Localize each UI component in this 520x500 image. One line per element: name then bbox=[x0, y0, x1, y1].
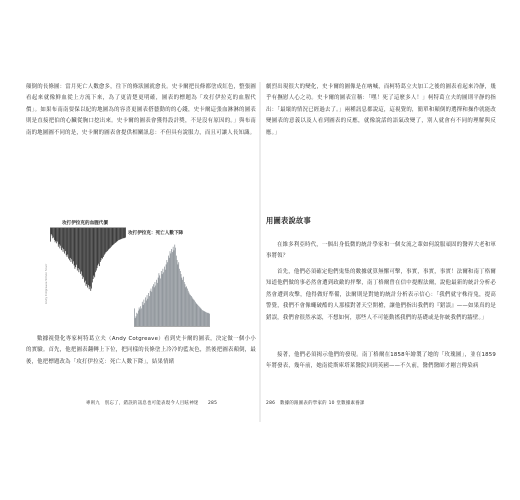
chart-bar bbox=[184, 282, 185, 326]
chart-bar bbox=[161, 271, 162, 326]
chart-bar bbox=[120, 228, 121, 240]
chart-bar bbox=[79, 228, 80, 272]
chart-bar bbox=[182, 280, 183, 326]
chart-bar bbox=[77, 228, 78, 271]
chart-bar bbox=[197, 305, 198, 326]
chart-bar bbox=[120, 228, 121, 239]
chart-bar bbox=[153, 284, 154, 326]
chart-bar bbox=[60, 228, 61, 248]
chart-bar bbox=[74, 228, 75, 265]
chart-bar bbox=[69, 228, 70, 260]
chart-bar bbox=[84, 228, 85, 282]
chart-bar bbox=[207, 313, 208, 326]
chart-bar bbox=[98, 228, 99, 264]
chart-bar bbox=[113, 228, 114, 245]
chart-bar bbox=[56, 228, 57, 243]
chart-bar bbox=[193, 300, 194, 326]
chart-bar bbox=[145, 297, 146, 326]
chart-bar bbox=[140, 309, 141, 326]
chart-bar bbox=[93, 228, 94, 279]
left-page bbox=[26, 82, 256, 422]
chart-bar bbox=[173, 247, 174, 326]
chart-bar bbox=[186, 286, 187, 326]
chart-bar bbox=[193, 299, 194, 326]
chart-bar bbox=[67, 228, 68, 255]
chart-bar bbox=[54, 228, 55, 240]
chart-bar bbox=[174, 250, 175, 326]
chart-bar bbox=[159, 273, 160, 326]
chart-bar bbox=[155, 286, 156, 326]
chart-bar bbox=[97, 228, 98, 268]
chart-bar bbox=[105, 228, 106, 252]
chart-bar bbox=[118, 228, 119, 240]
figure-left-title: 攻打伊拉克的血腥代價 bbox=[62, 221, 108, 226]
chart-bar bbox=[196, 303, 197, 326]
right-top-paragraph: 劇烈出現很大的變化，史卡爾的圖像是在吶喊，而柯特葛立夫加工之後的圖表看起來冷靜，幾乎有撫慰人心之功。史卡爾的圖表宣稱：「嘿！死了這麼多人！」柯特葛立夫的圖則平靜的指出：「最壞的情況已經過去了。」兩種訊息都說這，這視覺的，簡單和顛倒的選擇和操作就能改變圖表的意義以及人看到圖表的反應，就像說話的語氣改變了，別人就會有不同的理解與反應。」 bbox=[266, 84, 496, 136]
chart-bar bbox=[75, 228, 76, 269]
chart-bar bbox=[90, 228, 91, 286]
chart-bar bbox=[66, 228, 67, 255]
chart-bar bbox=[55, 228, 56, 242]
chart-bar bbox=[204, 311, 205, 326]
chart-bar bbox=[163, 272, 164, 326]
chart-bar bbox=[105, 228, 106, 254]
chart-bar bbox=[109, 228, 110, 249]
chart-bar bbox=[136, 316, 137, 326]
chart-bar bbox=[91, 228, 92, 289]
chart-bar bbox=[149, 296, 150, 326]
chart-bar bbox=[158, 278, 159, 326]
chart-bar bbox=[63, 228, 64, 249]
chart-bar bbox=[180, 271, 181, 326]
chart-bar bbox=[59, 228, 60, 244]
chart-bar bbox=[119, 228, 120, 240]
chart-bar bbox=[117, 228, 118, 241]
chart-bar bbox=[92, 228, 93, 282]
chart-bar bbox=[166, 260, 167, 326]
chart-bar bbox=[147, 295, 148, 326]
chart-bar bbox=[115, 228, 116, 243]
left-top-paragraph: 顛倒的長條圖：當月死亡人數愈多，往下的條狀圖就愈長。史卡爾把長條都塗成紅色，整張圖看起來就像鮮血從上方流下來，為了更清楚更明確，圖表的標題為「攻打伊拉克的血腥代價」。如果布南南要保以紀的地圖為的容喜更圖表搭藝動的的心錢，史卡爾這張血淋淋的圖表則是直接把伯的心臟從胸口挖出來。史卡爾的圖表會獲得設計獎，不是沒有原因的。」與布南南的地圖圖不同的是，史卡爾的圖表會提供相關訊息：不但具有說服力，而且可讓人長知識。 bbox=[26, 84, 256, 136]
chart-bar bbox=[103, 228, 104, 257]
left-bottom-paragraph: 數據視覺化專家柯特葛立夫（Andy Cotgreave）看到史卡爾的圖表，決定做一個小小的實驗。首先，他把圖表翻轉上下位，把同樣的長條塗上冷冷的藍灰色，然後把圖表顛倒，最後，他把標題改為「攻打伊拉克：死亡人數下降」，結果情緒 bbox=[26, 336, 256, 365]
chart-bar bbox=[81, 228, 82, 272]
right-page bbox=[266, 82, 496, 422]
chart-bar bbox=[151, 292, 152, 326]
chart-bar bbox=[51, 228, 52, 234]
chart-bar bbox=[202, 310, 203, 326]
chart-bar bbox=[178, 262, 179, 326]
chart-bar bbox=[86, 228, 87, 284]
chart-bar bbox=[50, 228, 51, 242]
chart-bar bbox=[204, 311, 205, 326]
chart-bar bbox=[198, 306, 199, 326]
chart-bar bbox=[154, 287, 155, 326]
chart-bar bbox=[160, 278, 161, 326]
chart-bar bbox=[106, 228, 107, 252]
chart-bar bbox=[174, 245, 175, 326]
section-heading: 用圖表說故事 bbox=[266, 216, 311, 225]
chart-bar bbox=[65, 228, 66, 251]
chart-bar bbox=[177, 260, 178, 326]
chart-bar bbox=[94, 228, 95, 277]
chart-bar bbox=[152, 286, 153, 326]
chart-bar bbox=[122, 228, 123, 239]
chart-bar bbox=[146, 300, 147, 326]
chart-bar bbox=[142, 302, 143, 326]
chart-bar bbox=[117, 228, 118, 242]
chart-bar bbox=[104, 228, 105, 255]
chart-bar bbox=[90, 228, 91, 291]
chart-bar bbox=[87, 228, 88, 288]
figure-left-chart bbox=[50, 227, 126, 297]
right-footer: 286 數據的跟圖表的學家的 10 堂數據素養課 bbox=[266, 401, 365, 406]
chart-bar bbox=[99, 228, 100, 266]
chart-bar bbox=[205, 312, 206, 326]
chart-bar bbox=[58, 228, 59, 247]
chart-bar bbox=[57, 228, 58, 242]
chart-bar bbox=[139, 308, 140, 326]
chart-bar bbox=[162, 274, 163, 326]
chart-bar bbox=[71, 228, 72, 259]
chart-bar bbox=[124, 228, 125, 238]
chart-bar bbox=[53, 228, 54, 238]
chart-bar bbox=[143, 305, 144, 326]
chart-bar bbox=[88, 228, 89, 285]
chart-bar bbox=[190, 295, 191, 326]
chart-bar bbox=[121, 228, 122, 239]
chart-bar bbox=[52, 228, 53, 238]
chart-bar bbox=[72, 228, 73, 264]
chart-bar bbox=[82, 228, 83, 276]
chart-bar bbox=[107, 228, 108, 251]
chart-bar bbox=[63, 228, 64, 252]
chart-bar bbox=[194, 300, 195, 326]
chart-bar bbox=[64, 228, 65, 254]
page-gutter bbox=[259, 82, 261, 422]
chart-bar bbox=[110, 228, 111, 248]
chart-bar bbox=[197, 304, 198, 326]
chart-bar bbox=[96, 228, 97, 271]
chart-bar bbox=[178, 264, 179, 326]
chart-bar bbox=[75, 228, 76, 267]
chart-bar bbox=[200, 308, 201, 326]
chart-bar bbox=[208, 313, 209, 326]
chart-bar bbox=[195, 302, 196, 326]
right-paragraph-1: 在維多利亞時代，一個出身低微的統計學家和一個女流之輩如何說服頑固的醫界大老和軍事將領？ bbox=[266, 242, 496, 260]
chart-bar bbox=[168, 256, 169, 326]
right-paragraph-3: 接著，他們必須揭示他們的發現。南丁格爾在1858年繪製了她的「玫瑰圖」，並在1859年將發表，幾年前，她南從斯庫塔萊醫院回到英國——不久前，醫們醫師才剛言傳染病 bbox=[266, 352, 496, 370]
chart-bar bbox=[167, 262, 168, 326]
chart-bar bbox=[61, 228, 62, 250]
chart-bar bbox=[113, 228, 114, 244]
chart-bar bbox=[89, 228, 90, 289]
chart-bar bbox=[123, 228, 124, 238]
chart-bar bbox=[165, 270, 166, 326]
chart-bar bbox=[86, 228, 87, 286]
chart-bar bbox=[169, 258, 170, 326]
chart-bar bbox=[164, 267, 165, 326]
chart-bar bbox=[189, 294, 190, 326]
chart-bar bbox=[147, 299, 148, 326]
chart-bar bbox=[189, 293, 190, 326]
chart-bar bbox=[176, 256, 177, 326]
chart-bar bbox=[114, 228, 115, 244]
chart-bar bbox=[137, 314, 138, 326]
chart-bar bbox=[102, 228, 103, 259]
chart-bar bbox=[181, 274, 182, 326]
chart-bar bbox=[155, 282, 156, 326]
chart-bar bbox=[73, 228, 74, 261]
chart-bar bbox=[140, 306, 141, 326]
chart-bar bbox=[170, 253, 171, 326]
figure-right-chart bbox=[134, 237, 210, 327]
chart-bar bbox=[76, 228, 77, 265]
chart-bar bbox=[124, 228, 125, 238]
chart-bar bbox=[111, 228, 112, 247]
chart-bar bbox=[185, 284, 186, 326]
chart-bar bbox=[175, 248, 176, 326]
chart-bar bbox=[112, 228, 113, 246]
chart-bar bbox=[171, 249, 172, 326]
chart-bar bbox=[109, 228, 110, 248]
chart-bar bbox=[187, 289, 188, 326]
chart-bar bbox=[125, 228, 126, 238]
chart-bar bbox=[151, 289, 152, 326]
chart-bar bbox=[60, 228, 61, 246]
chart-bar bbox=[52, 228, 53, 235]
chart-bar bbox=[136, 313, 137, 326]
chart-bar bbox=[83, 228, 84, 277]
chart-bar bbox=[191, 296, 192, 326]
chart-bar bbox=[71, 228, 72, 262]
chart-bar bbox=[159, 275, 160, 326]
chart-bar bbox=[94, 228, 95, 276]
chart-bar bbox=[201, 309, 202, 326]
chart-bar bbox=[101, 228, 102, 260]
chart-bar bbox=[163, 269, 164, 326]
chart-bar bbox=[208, 313, 209, 326]
chart-bar bbox=[188, 291, 189, 326]
chart-bar bbox=[82, 228, 83, 279]
chart-bar bbox=[144, 300, 145, 326]
chart-bar bbox=[192, 297, 193, 326]
chart-bar bbox=[68, 228, 69, 259]
chart-bar bbox=[100, 228, 101, 262]
chart-bar bbox=[148, 293, 149, 326]
chart-bar bbox=[150, 291, 151, 326]
chart-bar bbox=[56, 228, 57, 241]
chart-bar bbox=[182, 278, 183, 326]
chart-bar bbox=[170, 251, 171, 326]
chart-bar bbox=[206, 312, 207, 326]
figure-pair bbox=[38, 220, 238, 328]
left-footer: 專則九 別忘了，錯誤的訊息也可能表現今人目眩神迷 285 bbox=[86, 401, 218, 406]
chart-bar bbox=[70, 228, 71, 258]
right-paragraph-2: 首先，他們必須確定他們鬼集的數據就算無懈可擊，事實，事實，事實！法爾和南丁格爾知道他們做的事必然會遭到政敵的抨擊，南丁格爾曾在信中提醒法爾，說他最新的統計分析必然會遭到攻擊，他得做好準備，法爾則是對她的統計分析表示信心：「我們就守株待兔，提高警覺，我們不會像蠅破酷的人那樣對著天空開槍，讓他們指出我們的『錯誤』——如果真的是錯誤，我們會很然承認，不想如何，那些人不可能動搖我們的基礎或是你統我們的牆壁。」 bbox=[266, 269, 496, 321]
chart-bar bbox=[138, 311, 139, 326]
chart-bar bbox=[134, 308, 135, 326]
chart-bar bbox=[62, 228, 63, 248]
chart-bar bbox=[209, 314, 210, 326]
chart-bar bbox=[67, 228, 68, 257]
chart-bar bbox=[108, 228, 109, 250]
chart-bar bbox=[80, 228, 81, 274]
chart-bar bbox=[95, 228, 96, 272]
chart-bar bbox=[144, 303, 145, 326]
figure-right-title: 攻打伊拉克：死亡人數下降 bbox=[128, 231, 184, 236]
chart-bar bbox=[156, 280, 157, 326]
chart-bar bbox=[203, 311, 204, 326]
chart-bar bbox=[185, 287, 186, 326]
chart-bar bbox=[166, 264, 167, 326]
chart-bar bbox=[101, 228, 102, 258]
chart-bar bbox=[116, 228, 117, 242]
chart-bar bbox=[172, 252, 173, 326]
chart-bar bbox=[141, 308, 142, 326]
chart-bar bbox=[199, 307, 200, 326]
chart-bar bbox=[98, 228, 99, 265]
chart-bar bbox=[183, 277, 184, 326]
chart-bar bbox=[157, 283, 158, 326]
chart-bar bbox=[179, 269, 180, 326]
chart-bar bbox=[79, 228, 80, 269]
figure-side-label: Andy Cotgreave Simon Scarr bbox=[44, 263, 48, 304]
chart-bar bbox=[85, 228, 86, 281]
chart-bar bbox=[201, 308, 202, 326]
chart-bar bbox=[135, 318, 136, 326]
chart-bar bbox=[78, 228, 79, 268]
